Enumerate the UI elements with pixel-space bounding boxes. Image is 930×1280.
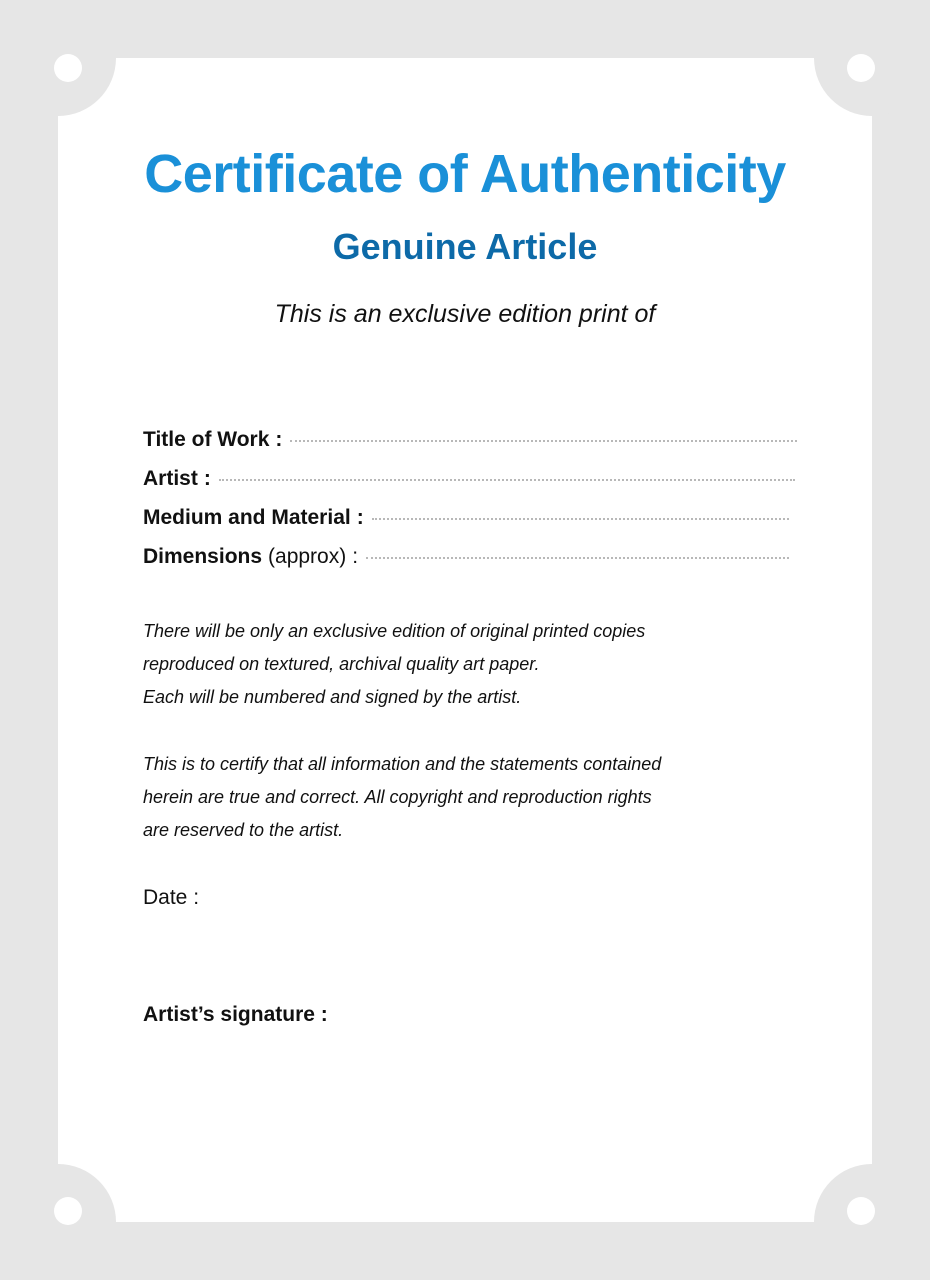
field-label: Title of Work [143,428,270,451]
field-list [143,428,793,584]
dotted-fill-line[interactable] [372,518,789,520]
corner-hole-bottom-left [54,1197,82,1225]
certificate-subtitle: Genuine Article [332,226,598,267]
paragraph-line: herein are true and correct. All copyright and reproduction rights [143,787,652,807]
field-colon: : [356,506,364,529]
certification-paragraph [143,748,783,847]
field-colon: : [275,428,283,451]
dotted-fill-line[interactable] [219,479,795,481]
corner-hole-top-left [54,54,82,82]
field-title-of-work [143,428,793,467]
field-colon: : [352,545,359,568]
paragraph-line: Each will be numbered and signed by the artist. [143,687,522,707]
field-artist [143,467,793,506]
date-label: Date : [143,886,200,909]
corner-cutout-bottom-left [0,1164,116,1280]
field-colon: : [203,467,211,490]
field-dimensions [143,545,793,584]
field-note: (approx) [268,545,347,568]
field-label: Artist [143,467,198,490]
corner-cutout-bottom-right [814,1164,930,1280]
field-label: Dimensions [143,545,263,568]
field-label: Medium and Material [143,506,351,529]
artist-signature-label: Artist’s signature : [143,1003,328,1026]
paragraph-line: are reserved to the artist. [143,820,344,840]
dotted-fill-line[interactable] [366,557,789,559]
paragraph-line: This is to certify that all information and the statements contained [143,754,662,774]
dotted-fill-line[interactable] [290,440,797,442]
intro-text: This is an exclusive edition print of [274,300,656,328]
field-medium-and-material [143,506,793,545]
paragraph-line: There will be only an exclusive edition of original printed copies [143,621,646,641]
corner-hole-bottom-right [847,1197,875,1225]
edition-paragraph [143,615,783,714]
paragraph-line: reproduced on textured, archival quality art paper. [143,654,540,674]
corner-hole-top-right [847,54,875,82]
certificate-title: Certificate of Authenticity [144,144,786,204]
corner-cutout-top-right [814,0,930,116]
